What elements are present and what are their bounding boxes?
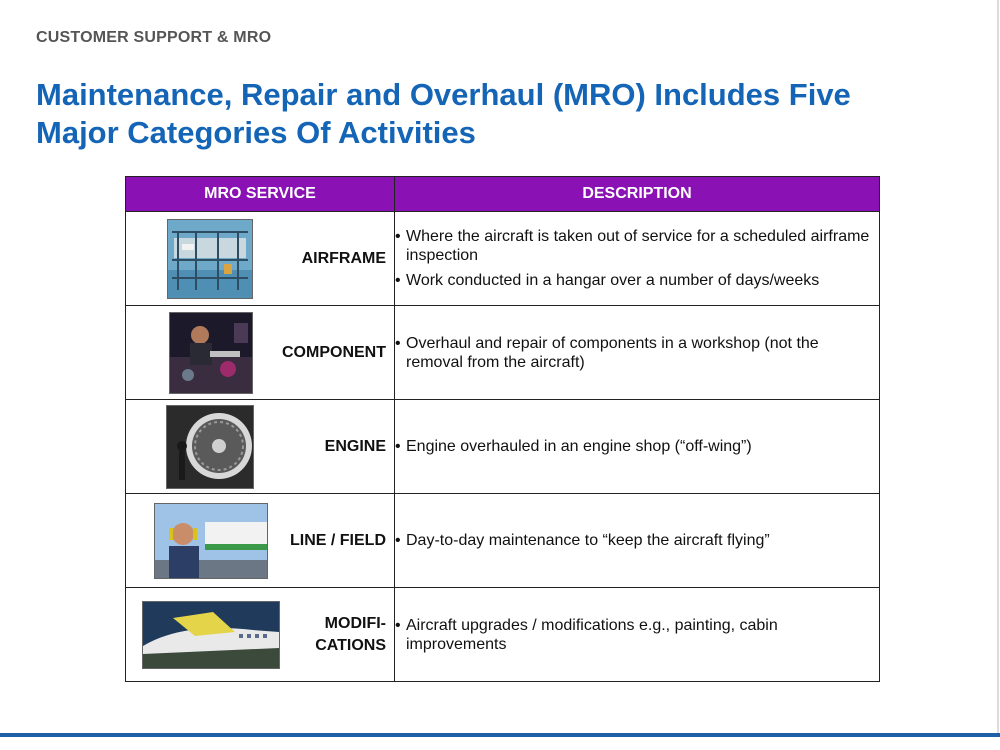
service-name: COMPONENT xyxy=(282,343,386,361)
right-edge-rule xyxy=(997,0,999,734)
table-row xyxy=(126,588,880,682)
table-row xyxy=(126,494,880,588)
table-row xyxy=(126,212,880,306)
description-bullet: • Where the aircraft is taken out of service for a scheduled airframe inspection xyxy=(395,227,879,265)
description-cell xyxy=(395,588,880,682)
description-bullet: • Day-to-day maintenance to “keep the aircraft flying” xyxy=(395,531,879,550)
jet-engine-photo-icon xyxy=(166,405,254,489)
aircraft-modification-photo-icon xyxy=(142,601,280,669)
service-cell xyxy=(126,306,395,400)
description-bullet: • Overhaul and repair of components in a workshop (not the removal from the aircraft) xyxy=(395,334,879,372)
table-row xyxy=(126,400,880,494)
service-cell xyxy=(126,588,395,682)
description-cell xyxy=(395,306,880,400)
service-cell xyxy=(126,400,395,494)
hangar-scaffold-photo-icon xyxy=(167,219,253,299)
description-bullet: • Work conducted in a hangar over a number of days/weeks xyxy=(395,271,879,290)
description-bullet: • Aircraft upgrades / modifications e.g., painting, cabin improvements xyxy=(395,616,879,654)
service-name: AIRFRAME xyxy=(301,249,386,267)
technician-workshop-photo-icon xyxy=(169,312,253,394)
service-name: LINE / FIELD xyxy=(290,531,386,549)
ground-crew-photo-icon xyxy=(154,503,268,579)
service-name: ENGINE xyxy=(324,437,386,455)
service-cell xyxy=(126,212,395,306)
service-name xyxy=(315,613,386,657)
service-name-line-2: CATIONS xyxy=(315,636,386,654)
mro-table xyxy=(125,176,880,682)
description-bullet: • Engine overhauled in an engine shop (“off-wing”) xyxy=(395,437,879,456)
description-cell xyxy=(395,494,880,588)
bottom-rule xyxy=(0,733,1000,737)
slide-title xyxy=(36,76,976,152)
column-header-description: DESCRIPTION xyxy=(395,177,880,212)
description-cell xyxy=(395,400,880,494)
title-line-1: Maintenance, Repair and Overhaul (MRO) Includes Five xyxy=(36,77,851,112)
table-header-row xyxy=(126,177,880,212)
description-cell xyxy=(395,212,880,306)
service-cell xyxy=(126,494,395,588)
service-name-line-1: MODIFI- xyxy=(324,614,386,632)
column-header-service: MRO SERVICE xyxy=(126,177,395,212)
title-line-2: Major Categories Of Activities xyxy=(36,115,476,150)
section-label: CUSTOMER SUPPORT & MRO xyxy=(36,29,272,46)
table-row xyxy=(126,306,880,400)
